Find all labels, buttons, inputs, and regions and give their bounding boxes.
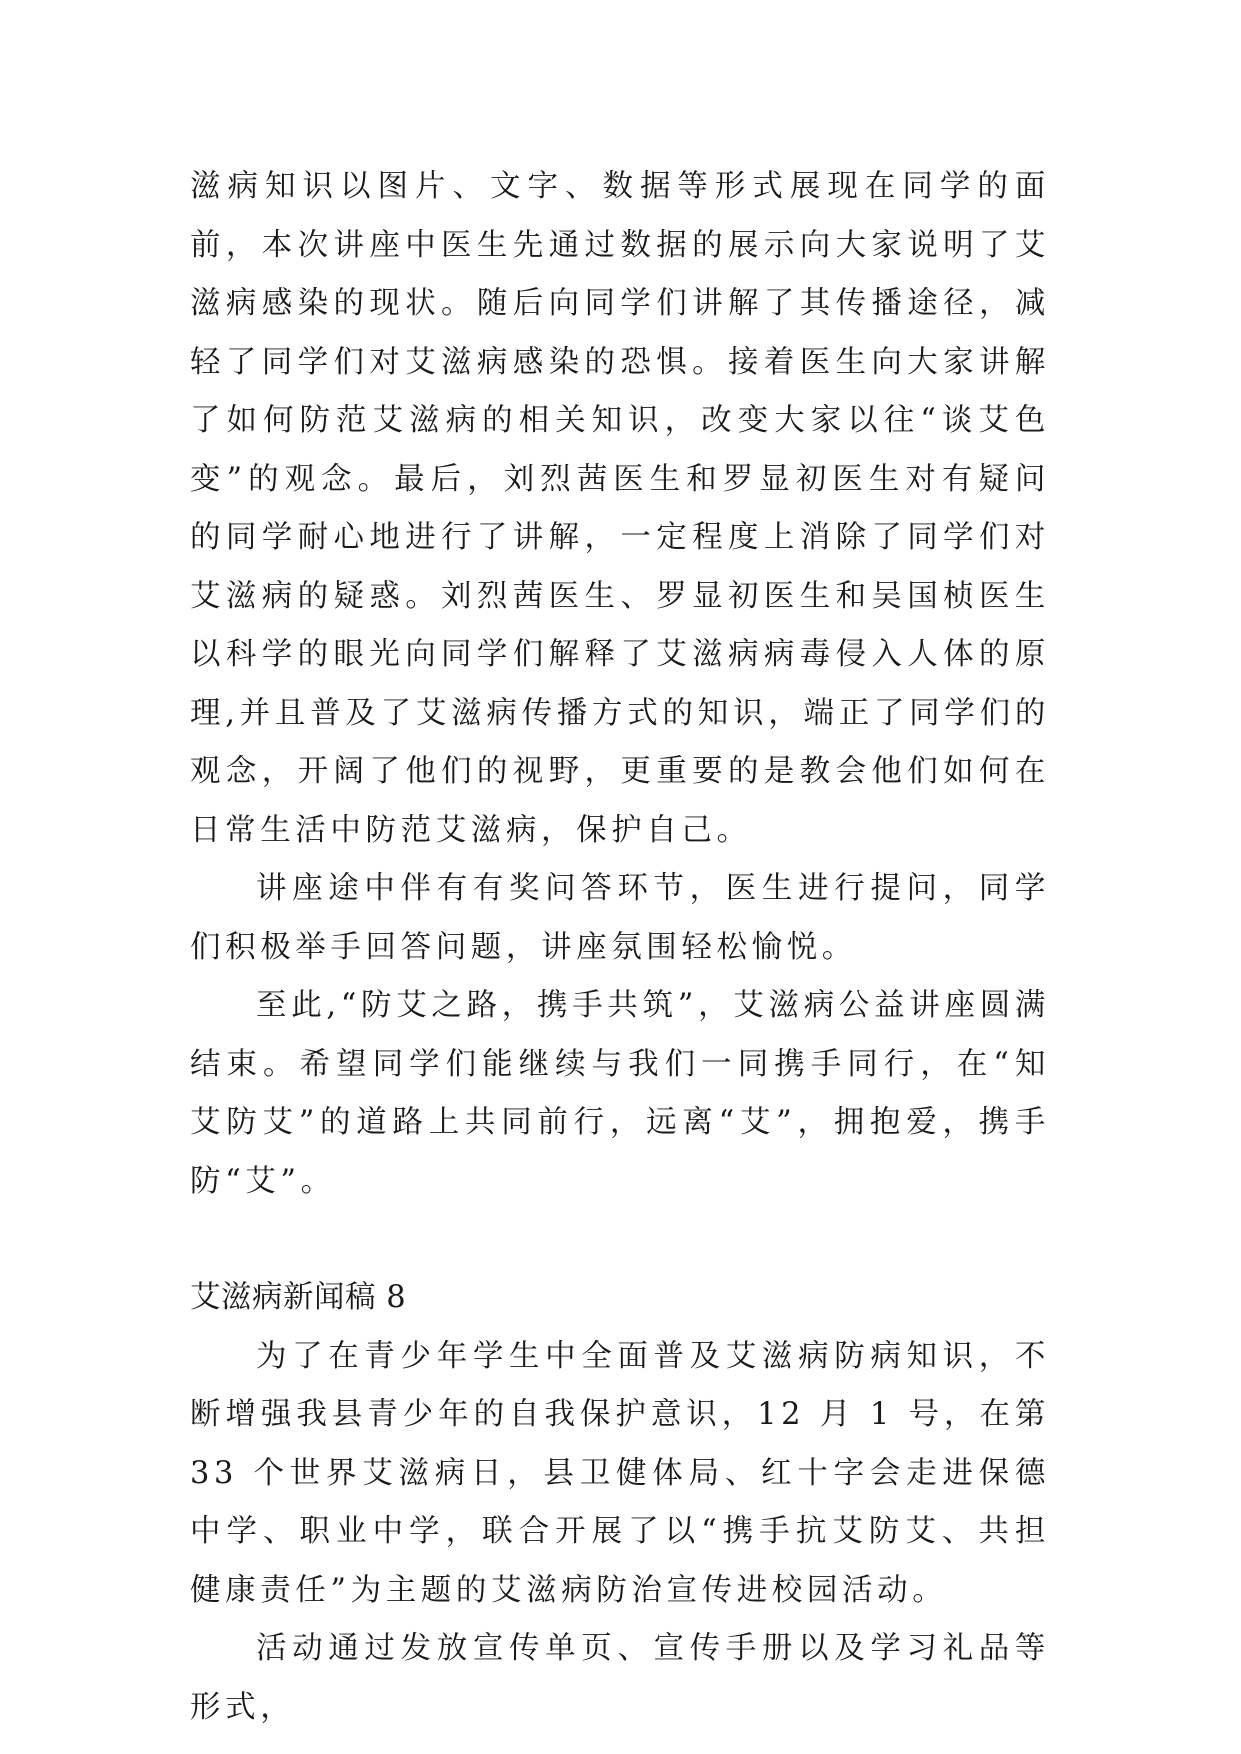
paragraph-campus-campaign: 为了在青少年学生中全面普及艾滋病防病知识，不断增强我县青少年的自我保护意识，12 月 1 号，在第 33 个世界艾滋病日，县卫健体局、红十字会走进保德中学、职业中学，联合开展了以“携手抗艾防艾、共担健康责任”为主题的艾滋病防治宣传进校园活动。 xyxy=(190,1338,1050,1608)
paragraph-quiz-session: 讲座途中伴有有奖问答环节，医生进行提问，同学们积极举手回答问题，讲座氛围轻松愉悦。 xyxy=(190,871,1050,965)
document-body xyxy=(190,158,1050,1737)
paragraph-closing: 至此,“防艾之路，携手共筑”，艾滋病公益讲座圆满结束。希望同学们能继续与我们一同携手同行，在“知艾防艾”的道路上共同前行，远离“艾”，拥抱爱，携手防“艾”。 xyxy=(190,988,1050,1199)
paragraph-activity-forms: 活动通过发放宣传单页、宣传手册以及学习礼品等形式， xyxy=(190,1631,1050,1725)
section-heading: 艾滋病新闻稿 8 xyxy=(190,1280,407,1315)
paragraph-lecture-summary: 滋病知识以图片、文字、数据等形式展现在同学的面前，本次讲座中医生先通过数据的展示向大家说明了艾滋病感染的现状。随后向同学们讲解了其传播途径，减轻了同学们对艾滋病感染的恐惧。接着医生向大家讲解了如何防范艾滋病的相关知识，改变大家以往“谈艾色变”的观念。最后，刘烈茜医生和罗显初医生对有疑问的同学耐心地进行了讲解，一定程度上消除了同学们对艾滋病的疑惑。刘烈茜医生、罗显初医生和吴国桢医生以科学的眼光向同学们解释了艾滋病病毒侵入人体的原理,并且普及了艾滋病传播方式的知识，端正了同学们的观念，开阔了他们的视野，更重要的是教会他们如何在日常生活中防范艾滋病，保护自己。 xyxy=(190,169,1050,848)
